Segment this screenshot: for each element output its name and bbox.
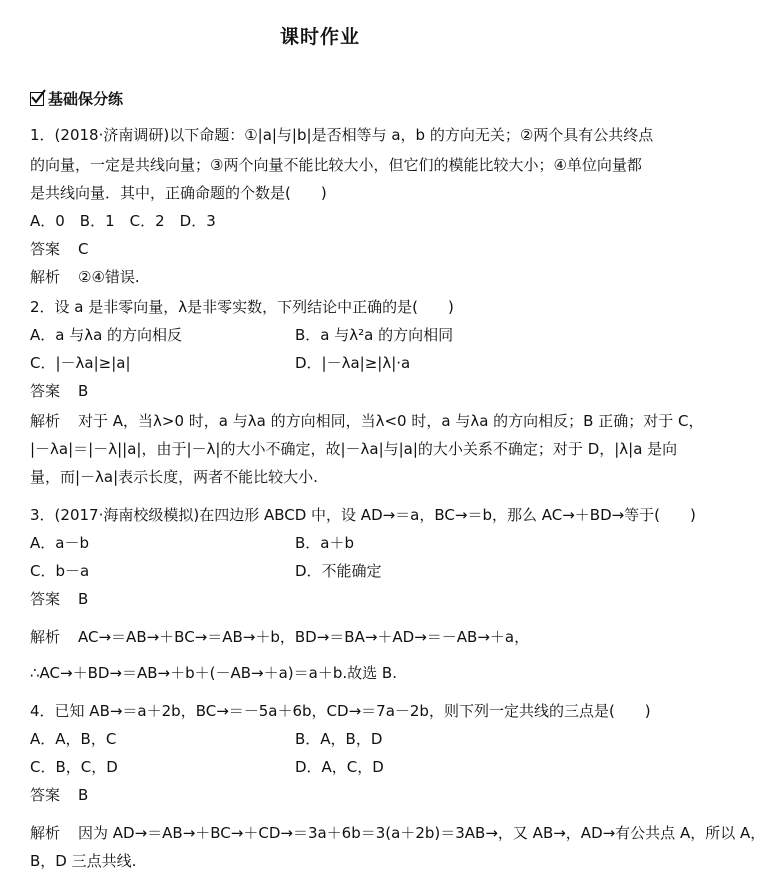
page-title: 课时作业: [279, 26, 360, 48]
q2-option-a: A．a 与λa 的方向相反: [30, 326, 183, 344]
analysis-text: ②④错误.: [78, 268, 140, 286]
q3-option-d: D．不能确定: [295, 562, 382, 580]
q3-answer: [30, 588, 626, 610]
q3-stem: 3．(2017·海南校级模拟)在四边形 ABCD 中，设 AD→＝a，BC→＝b，那么 AC→＋BD→等于( ): [30, 506, 696, 524]
q2-options-row-2: [30, 352, 626, 374]
q1-options: A．0 B．1 C．2 D．3: [30, 212, 216, 230]
answer-label: 答案: [30, 786, 61, 804]
q2-option-b: B．a 与λ²a 的方向相同: [295, 326, 454, 344]
answer-label: 答案: [30, 382, 61, 400]
q4-option-b: B．A，B，D: [295, 730, 383, 748]
q2-option-c: C．|－λa|≥|a|: [30, 354, 131, 372]
q4-options-row-2: [30, 756, 626, 778]
answer-value: C: [78, 240, 89, 258]
q4-answer: [30, 784, 626, 806]
q1-line-1: 1．(2018·济南调研)以下命题：①|a|与|b|是否相等与 a，b 的方向无关；②两个具有公共终点: [30, 126, 654, 144]
answer-value: B: [78, 590, 89, 608]
q4-option-d: D．A，C，D: [295, 758, 384, 776]
q4-analysis-line-1: [30, 822, 765, 844]
checkbox-checked-icon: [30, 92, 44, 106]
q4-options-row-1: [30, 728, 626, 750]
answer-value: B: [78, 382, 89, 400]
q3-option-a: A．a－b: [30, 534, 89, 552]
q4-stem: 4．已知 AB→＝a＋2b，BC→＝－5a＋6b，CD→＝7a－2b，则下列一定共线的三点是( ): [30, 702, 651, 720]
analysis-text: 因为 AD→＝AB→＋BC→＋CD→＝3a＋6b＝3(a＋2b)＝3AB→，又 AB→，AD→有公共点 A，所以 A，: [78, 824, 765, 842]
q2-analysis-line-3: 量，而|－λa|表示长度，两者不能比较大小.: [30, 468, 318, 486]
q2-options-row-1: [30, 324, 626, 346]
q4-option-a: A．A，B，C: [30, 730, 117, 748]
q2-analysis-line-1: [30, 410, 704, 432]
q1-analysis: [30, 266, 626, 288]
analysis-label: 解析: [30, 412, 61, 430]
q2-stem: 2．设 a 是非零向量，λ是非零实数，下列结论中正确的是( ): [30, 298, 454, 316]
analysis-text: AC→＝AB→＋BC→＝AB→＋b，BD→＝BA→＋AD→＝－AB→＋a，: [78, 628, 530, 646]
q3-options-row-2: [30, 560, 626, 582]
section-title: 基础保分练: [48, 90, 124, 108]
analysis-label: 解析: [30, 268, 61, 286]
q3-options-row-1: [30, 532, 626, 554]
q2-answer: [30, 380, 626, 402]
section-header: [30, 88, 626, 110]
q2-analysis-line-2: |－λa|＝|－λ||a|，由于|－λ|的大小不确定，故|－λa|与|a|的大小关系不确定；对于 D，|λ|a 是向: [30, 440, 678, 458]
analysis-text: 对于 A，当λ>0 时，a 与λa 的方向相同，当λ<0 时，a 与λa 的方向相反；B 正确；对于 C，: [78, 412, 704, 430]
q4-option-c: C．B，C，D: [30, 758, 118, 776]
q1-line-3: 是共线向量．其中，正确命题的个数是( ): [30, 184, 327, 202]
answer-label: 答案: [30, 590, 61, 608]
q3-option-c: C．b－a: [30, 562, 90, 580]
q3-analysis-line-1: [30, 626, 626, 648]
q3-analysis-line-2: ∴AC→＋BD→＝AB→＋b＋(－AB→＋a)＝a＋b.故选 B.: [30, 664, 397, 682]
answer-label: 答案: [30, 240, 61, 258]
q2-option-d: D．|－λa|≥|λ|·a: [295, 354, 411, 372]
q4-analysis-line-2: B，D 三点共线.: [30, 852, 137, 870]
q3-option-b: B．a＋b: [295, 534, 355, 552]
analysis-label: 解析: [30, 824, 61, 842]
q1-line-2: 的向量，一定是共线向量；③两个向量不能比较大小，但它们的模能比较大小；④单位向量都: [30, 156, 642, 174]
q1-answer: [30, 238, 626, 260]
analysis-label: 解析: [30, 628, 61, 646]
answer-value: B: [78, 786, 89, 804]
